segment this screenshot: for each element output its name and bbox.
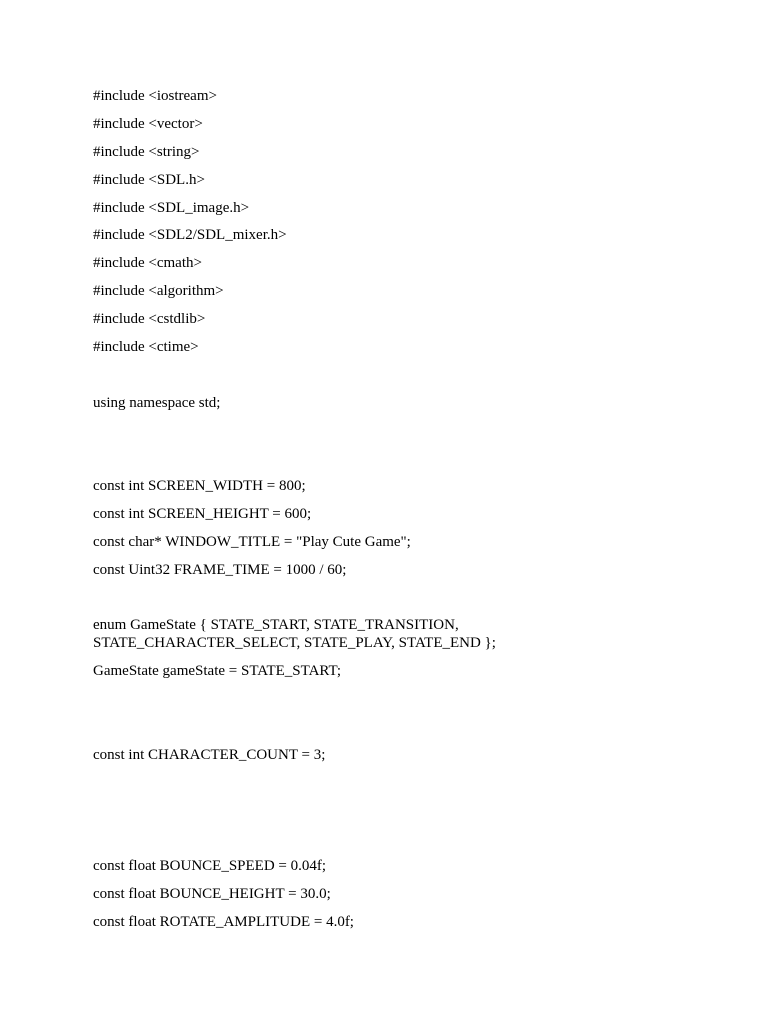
code-line: #include <SDL2/SDL_mixer.h>	[93, 227, 287, 243]
code-line: const float BOUNCE_SPEED = 0.04f;	[93, 858, 327, 874]
code-line: const float ROTATE_AMPLITUDE = 4.0f;	[93, 914, 354, 930]
code-line: const char* WINDOW_TITLE = "Play Cute Game";	[93, 534, 411, 550]
code-line: const Uint32 FRAME_TIME = 1000 / 60;	[93, 562, 347, 578]
code-line: const int SCREEN_WIDTH = 800;	[93, 478, 306, 494]
code-line: #include <SDL_image.h>	[93, 200, 250, 216]
code-line: #include <vector>	[93, 116, 203, 132]
code-line: #include <string>	[93, 144, 200, 160]
code-line: STATE_CHARACTER_SELECT, STATE_PLAY, STATE_END };	[93, 635, 496, 651]
code-line: const float BOUNCE_HEIGHT = 30.0;	[93, 886, 331, 902]
code-line: #include <cstdlib>	[93, 311, 206, 327]
code-line: GameState gameState = STATE_START;	[93, 663, 342, 679]
code-line: const int CHARACTER_COUNT = 3;	[93, 747, 326, 763]
code-line: using namespace std;	[93, 395, 221, 411]
code-line: const int SCREEN_HEIGHT = 600;	[93, 506, 312, 522]
code-line: #include <algorithm>	[93, 283, 224, 299]
code-line: #include <SDL.h>	[93, 172, 205, 188]
code-line: #include <cmath>	[93, 255, 202, 271]
code-line: #include <ctime>	[93, 339, 199, 355]
code-line: #include <iostream>	[93, 88, 217, 104]
code-line: enum GameState { STATE_START, STATE_TRANSITION,	[93, 617, 459, 633]
